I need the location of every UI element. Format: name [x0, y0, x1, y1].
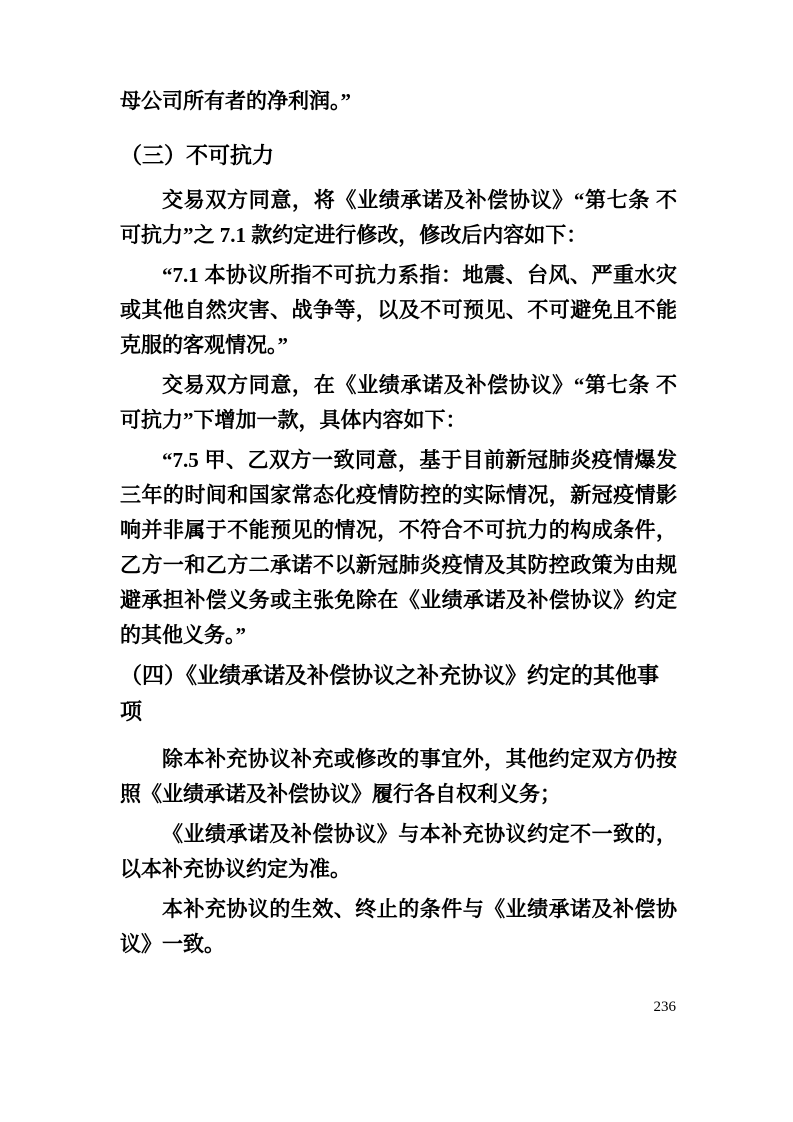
document-content — [120, 84, 677, 967]
leading-paragraph: 母公司所有者的净利润。” — [120, 89, 351, 113]
paragraph: “7.5 甲、乙双方一致同意，基于目前新冠肺炎疫情爆发三年的时间和国家常态化疫情防控的实际情况，新冠疫情影响并非属于不能预见的情况，不符合不可抗力的构成条件，乙方一和乙方二承诺不以新冠肺炎疫情及其防控政策为由规避承担补偿义务或主张免除在《业绩承诺及补偿协议》约定的其他义务。” — [120, 448, 677, 647]
paragraph: 交易双方同意，在《业绩承诺及补偿协议》“第七条 不可抗力”下增加一款，具体内容如下： — [120, 373, 677, 432]
paragraph: “7.1 本协议所指不可抗力系指：地震、台风、严重水灾或其他自然灾害、战争等，以及不可预见、不可避免且不能克服的客观情况。” — [120, 263, 677, 357]
paragraph: 本补充协议的生效、终止的条件与《业绩承诺及补偿协议》一致。 — [120, 897, 677, 956]
section-heading-3: （三）不可抗力 — [120, 143, 275, 168]
paragraph: 交易双方同意，将《业绩承诺及补偿协议》“第七条 不可抗力”之 7.1 款约定进行修改，修改后内容如下： — [120, 188, 677, 247]
section-heading-4: （四）《业绩承诺及补偿协议之补充协议》约定的其他事项 — [120, 663, 660, 724]
page-number: 236 — [653, 999, 676, 1015]
paragraph: 除本补充协议补充或修改的事宜外，其他约定双方仍按照《业绩承诺及补偿协议》履行各自权利义务； — [120, 747, 677, 806]
paragraph: 《业绩承诺及补偿协议》与本补充协议约定不一致的，以本补充协议约定为准。 — [120, 822, 677, 881]
